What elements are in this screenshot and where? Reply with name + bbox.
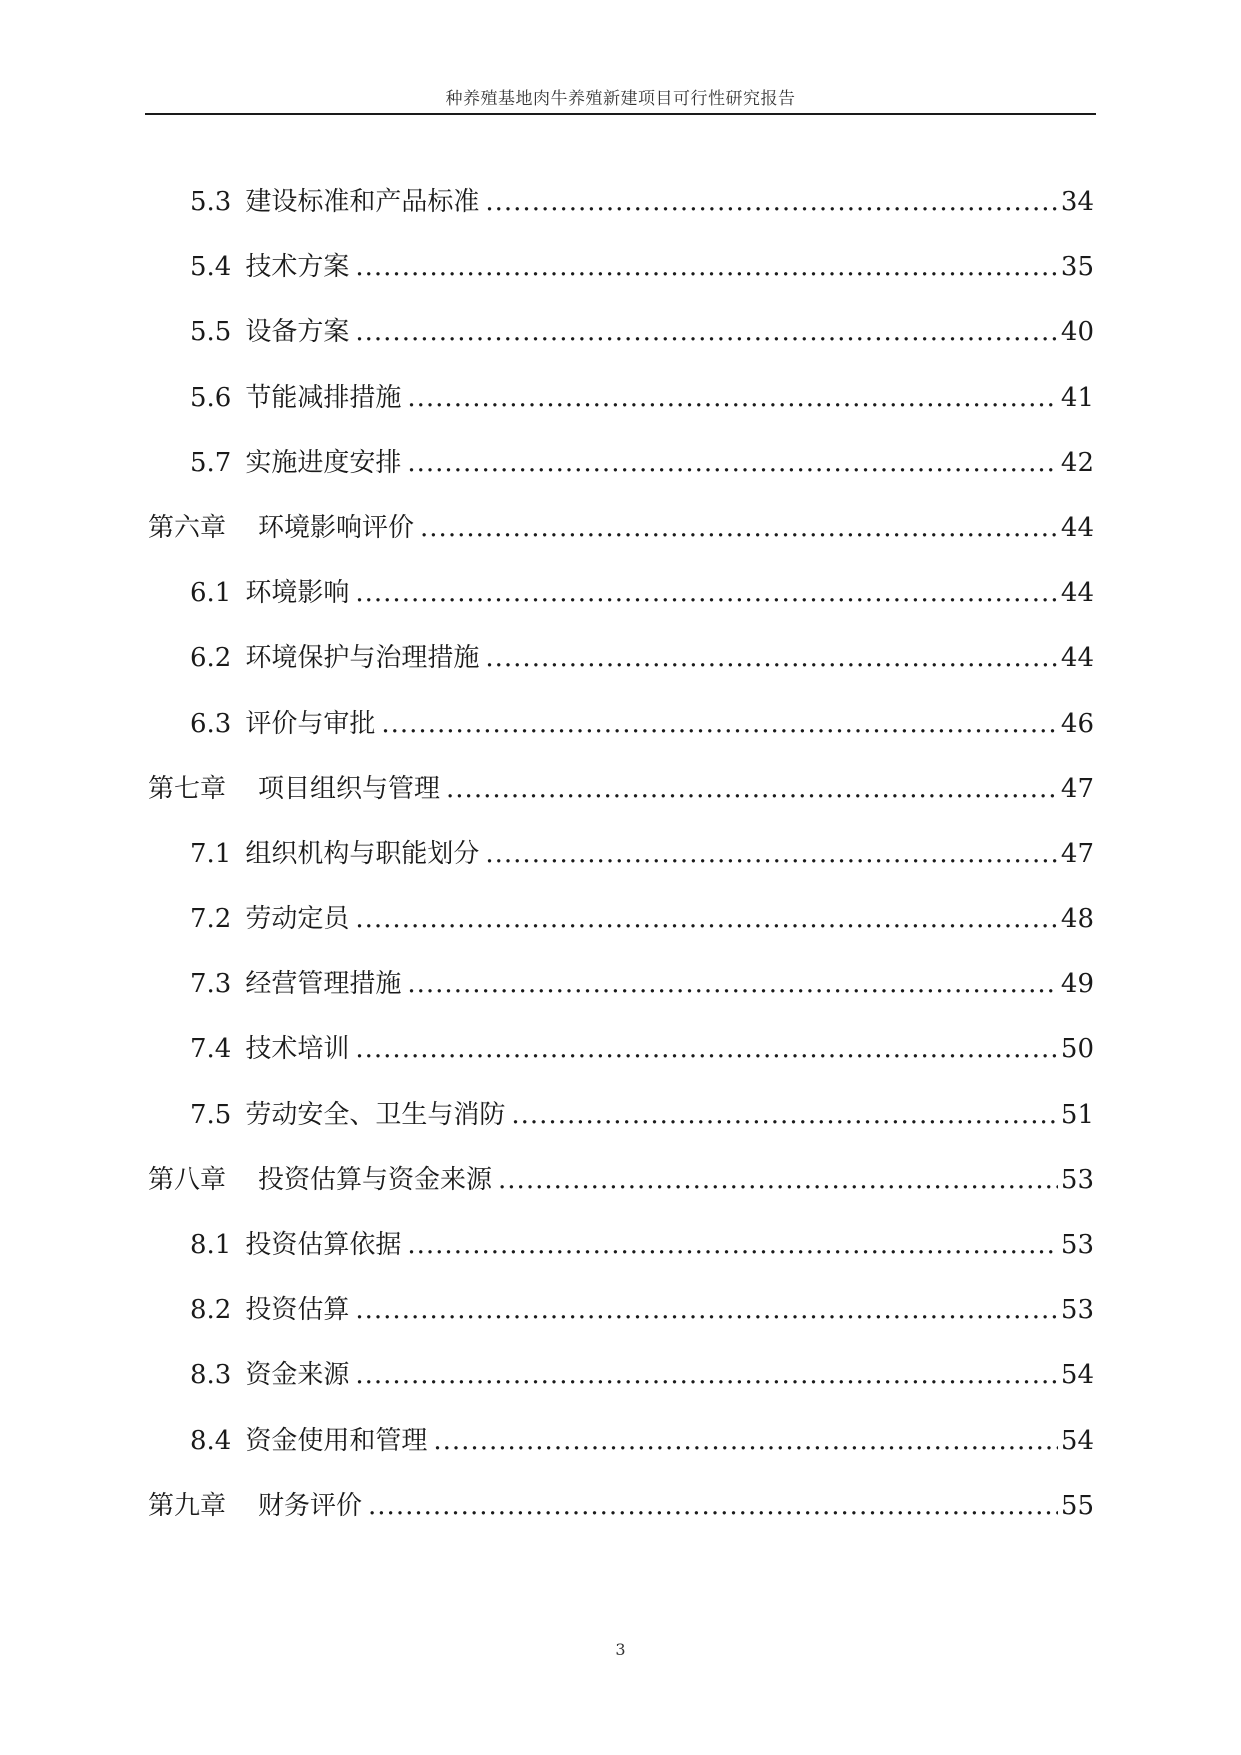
- toc-entry-number: 5.5: [190, 317, 232, 348]
- toc-entry-page: 53: [1060, 1230, 1094, 1260]
- toc-entry-label: [148, 383, 401, 413]
- dot-leader: [407, 448, 1058, 478]
- dot-leader: [407, 383, 1058, 413]
- toc-entry-label: [148, 709, 375, 739]
- dot-leader: [511, 1100, 1058, 1130]
- toc-entry-number: 第七章: [148, 773, 227, 804]
- dot-leader: [485, 643, 1058, 673]
- toc-section-entry[interactable]: [148, 1360, 1094, 1425]
- dot-leader: [381, 709, 1058, 739]
- dot-leader: [420, 513, 1058, 543]
- dot-leader: [355, 904, 1058, 934]
- toc-entry-page: 51: [1060, 1099, 1094, 1130]
- toc-entry-title: 环境影响评价: [258, 512, 415, 543]
- toc-entry-number: 5.4: [190, 252, 232, 283]
- toc-entry-title: 设备方案: [245, 317, 350, 348]
- toc-section-entry[interactable]: [148, 187, 1094, 252]
- toc-chapter-entry[interactable]: [148, 1491, 1094, 1556]
- dot-leader: [355, 252, 1058, 282]
- toc-entry-label: [148, 317, 349, 347]
- toc-entry-page: 55: [1060, 1490, 1094, 1521]
- dot-leader: [368, 1491, 1058, 1521]
- toc-entry-title: 投资估算: [245, 1295, 350, 1326]
- toc-entry-number: 6.2: [190, 643, 232, 674]
- dot-leader: [485, 187, 1058, 217]
- toc-entry-number: 7.5: [190, 1099, 232, 1130]
- toc-entry-label: [148, 513, 414, 543]
- toc-entry-label: [148, 187, 479, 217]
- toc-entry-title: 评价与审批: [245, 708, 376, 739]
- toc-chapter-entry[interactable]: [148, 513, 1094, 578]
- dot-leader: [355, 1034, 1058, 1064]
- dot-leader: [355, 1295, 1058, 1325]
- dot-leader: [355, 1360, 1058, 1390]
- toc-entry-title: 节能减排措施: [245, 382, 402, 413]
- toc-section-entry[interactable]: [148, 252, 1094, 317]
- toc-entry-page: 34: [1060, 187, 1094, 217]
- toc-entry-label: [148, 1100, 505, 1130]
- toc-chapter-entry[interactable]: [148, 1165, 1094, 1230]
- dot-leader: [407, 969, 1058, 999]
- toc-section-entry[interactable]: [148, 448, 1094, 513]
- toc-entry-title: 财务评价: [258, 1490, 363, 1521]
- dot-leader: [498, 1165, 1058, 1195]
- toc-section-entry[interactable]: [148, 1100, 1094, 1165]
- toc-section-entry[interactable]: [148, 578, 1094, 643]
- toc-entry-page: 53: [1060, 1164, 1094, 1195]
- toc-entry-label: [148, 448, 401, 478]
- toc-entry-page: 49: [1060, 969, 1094, 1000]
- toc-entry-title: 经营管理措施: [245, 969, 402, 1000]
- header-divider: [145, 113, 1096, 115]
- toc-entry-label: [148, 774, 440, 804]
- dot-leader: [446, 774, 1058, 804]
- toc-entry-title: 项目组织与管理: [258, 773, 441, 804]
- toc-entry-number: 5.3: [190, 187, 232, 217]
- toc-entry-label: [148, 969, 401, 999]
- toc-entry-page: 53: [1060, 1295, 1094, 1326]
- toc-entry-number: 8.4: [190, 1425, 232, 1456]
- toc-entry-title: 组织机构与职能划分: [245, 838, 480, 869]
- page-number: 3: [615, 1640, 626, 1659]
- toc-entry-title: 劳动安全、卫生与消防: [245, 1099, 506, 1130]
- toc-entry-number: 7.1: [190, 838, 232, 869]
- toc-section-entry[interactable]: [148, 1230, 1094, 1295]
- toc-entry-page: 47: [1060, 773, 1094, 804]
- toc-entry-page: 44: [1060, 578, 1094, 609]
- toc-entry-title: 技术方案: [245, 252, 350, 283]
- toc-entry-title: 投资估算依据: [245, 1230, 402, 1260]
- toc-entry-label: [148, 1295, 349, 1325]
- toc-section-entry[interactable]: [148, 383, 1094, 448]
- toc-section-entry[interactable]: [148, 317, 1094, 382]
- toc-entry-label: [148, 1230, 401, 1260]
- toc-entry-number: 第九章: [148, 1490, 227, 1521]
- toc-entry-number: 5.7: [190, 447, 232, 478]
- toc-entry-page: 42: [1060, 447, 1094, 478]
- toc-entry-number: 8.3: [190, 1360, 232, 1391]
- toc-entry-number: 6.1: [190, 578, 232, 609]
- toc-entry-label: [148, 1491, 362, 1521]
- toc-section-entry[interactable]: [148, 1034, 1094, 1099]
- toc-entry-number: 第八章: [148, 1164, 227, 1195]
- toc-entry-title: 投资估算与资金来源: [258, 1164, 493, 1195]
- dot-leader: [355, 578, 1058, 608]
- toc-entry-label: [148, 839, 479, 869]
- toc-entry-title: 实施进度安排: [245, 447, 402, 478]
- toc-section-entry[interactable]: [148, 969, 1094, 1034]
- toc-entry-title: 环境影响: [245, 578, 350, 609]
- toc-entry-label: [148, 1360, 349, 1390]
- toc-entry-label: [148, 252, 349, 282]
- toc-entry-page: 50: [1060, 1034, 1094, 1065]
- running-header: 种养殖基地肉牛养殖新建项目可行性研究报告: [445, 89, 796, 109]
- toc-entry-label: [148, 643, 479, 673]
- toc-entry-title: 环境保护与治理措施: [245, 643, 480, 674]
- toc-section-entry[interactable]: [148, 1295, 1094, 1360]
- toc-entry-title: 技术培训: [245, 1034, 350, 1065]
- toc-entry-page: 54: [1060, 1425, 1094, 1456]
- toc-entry-label: [148, 1165, 492, 1195]
- toc-entry-title: 建设标准和产品标准: [245, 187, 480, 217]
- toc-entry-number: 6.3: [190, 708, 232, 739]
- toc-section-entry[interactable]: [148, 904, 1094, 969]
- toc-entry-label: [148, 904, 349, 934]
- toc-entry-page: 44: [1060, 643, 1094, 674]
- toc-entry-number: 7.4: [190, 1034, 232, 1065]
- toc-entry-title: 劳动定员: [245, 904, 350, 935]
- dot-leader: [485, 839, 1058, 869]
- toc-entry-title: 资金来源: [245, 1360, 350, 1391]
- toc-entry-number: 8.2: [190, 1295, 232, 1326]
- table-of-contents: [148, 187, 1094, 1556]
- toc-entry-page: 46: [1060, 708, 1094, 739]
- toc-entry-label: [148, 578, 349, 608]
- toc-entry-page: 35: [1060, 252, 1094, 283]
- toc-entry-page: 47: [1060, 838, 1094, 869]
- toc-entry-number: 5.6: [190, 382, 232, 413]
- dot-leader: [407, 1230, 1058, 1260]
- toc-entry-number: 7.2: [190, 904, 232, 935]
- toc-section-entry[interactable]: [148, 709, 1094, 774]
- toc-entry-title: 资金使用和管理: [245, 1425, 428, 1456]
- toc-section-entry[interactable]: [148, 839, 1094, 904]
- toc-entry-label: [148, 1426, 427, 1456]
- dot-leader: [355, 317, 1058, 347]
- toc-entry-number: 第六章: [148, 512, 227, 543]
- toc-entry-page: 44: [1060, 512, 1094, 543]
- toc-section-entry[interactable]: [148, 1426, 1094, 1491]
- toc-entry-page: 48: [1060, 904, 1094, 935]
- toc-entry-label: [148, 1034, 349, 1064]
- toc-section-entry[interactable]: [148, 643, 1094, 708]
- toc-entry-number: 7.3: [190, 969, 232, 1000]
- toc-entry-page: 41: [1060, 382, 1094, 413]
- toc-chapter-entry[interactable]: [148, 774, 1094, 839]
- toc-entry-number: 8.1: [190, 1230, 232, 1260]
- toc-entry-page: 54: [1060, 1360, 1094, 1391]
- toc-entry-page: 40: [1060, 317, 1094, 348]
- dot-leader: [433, 1426, 1058, 1456]
